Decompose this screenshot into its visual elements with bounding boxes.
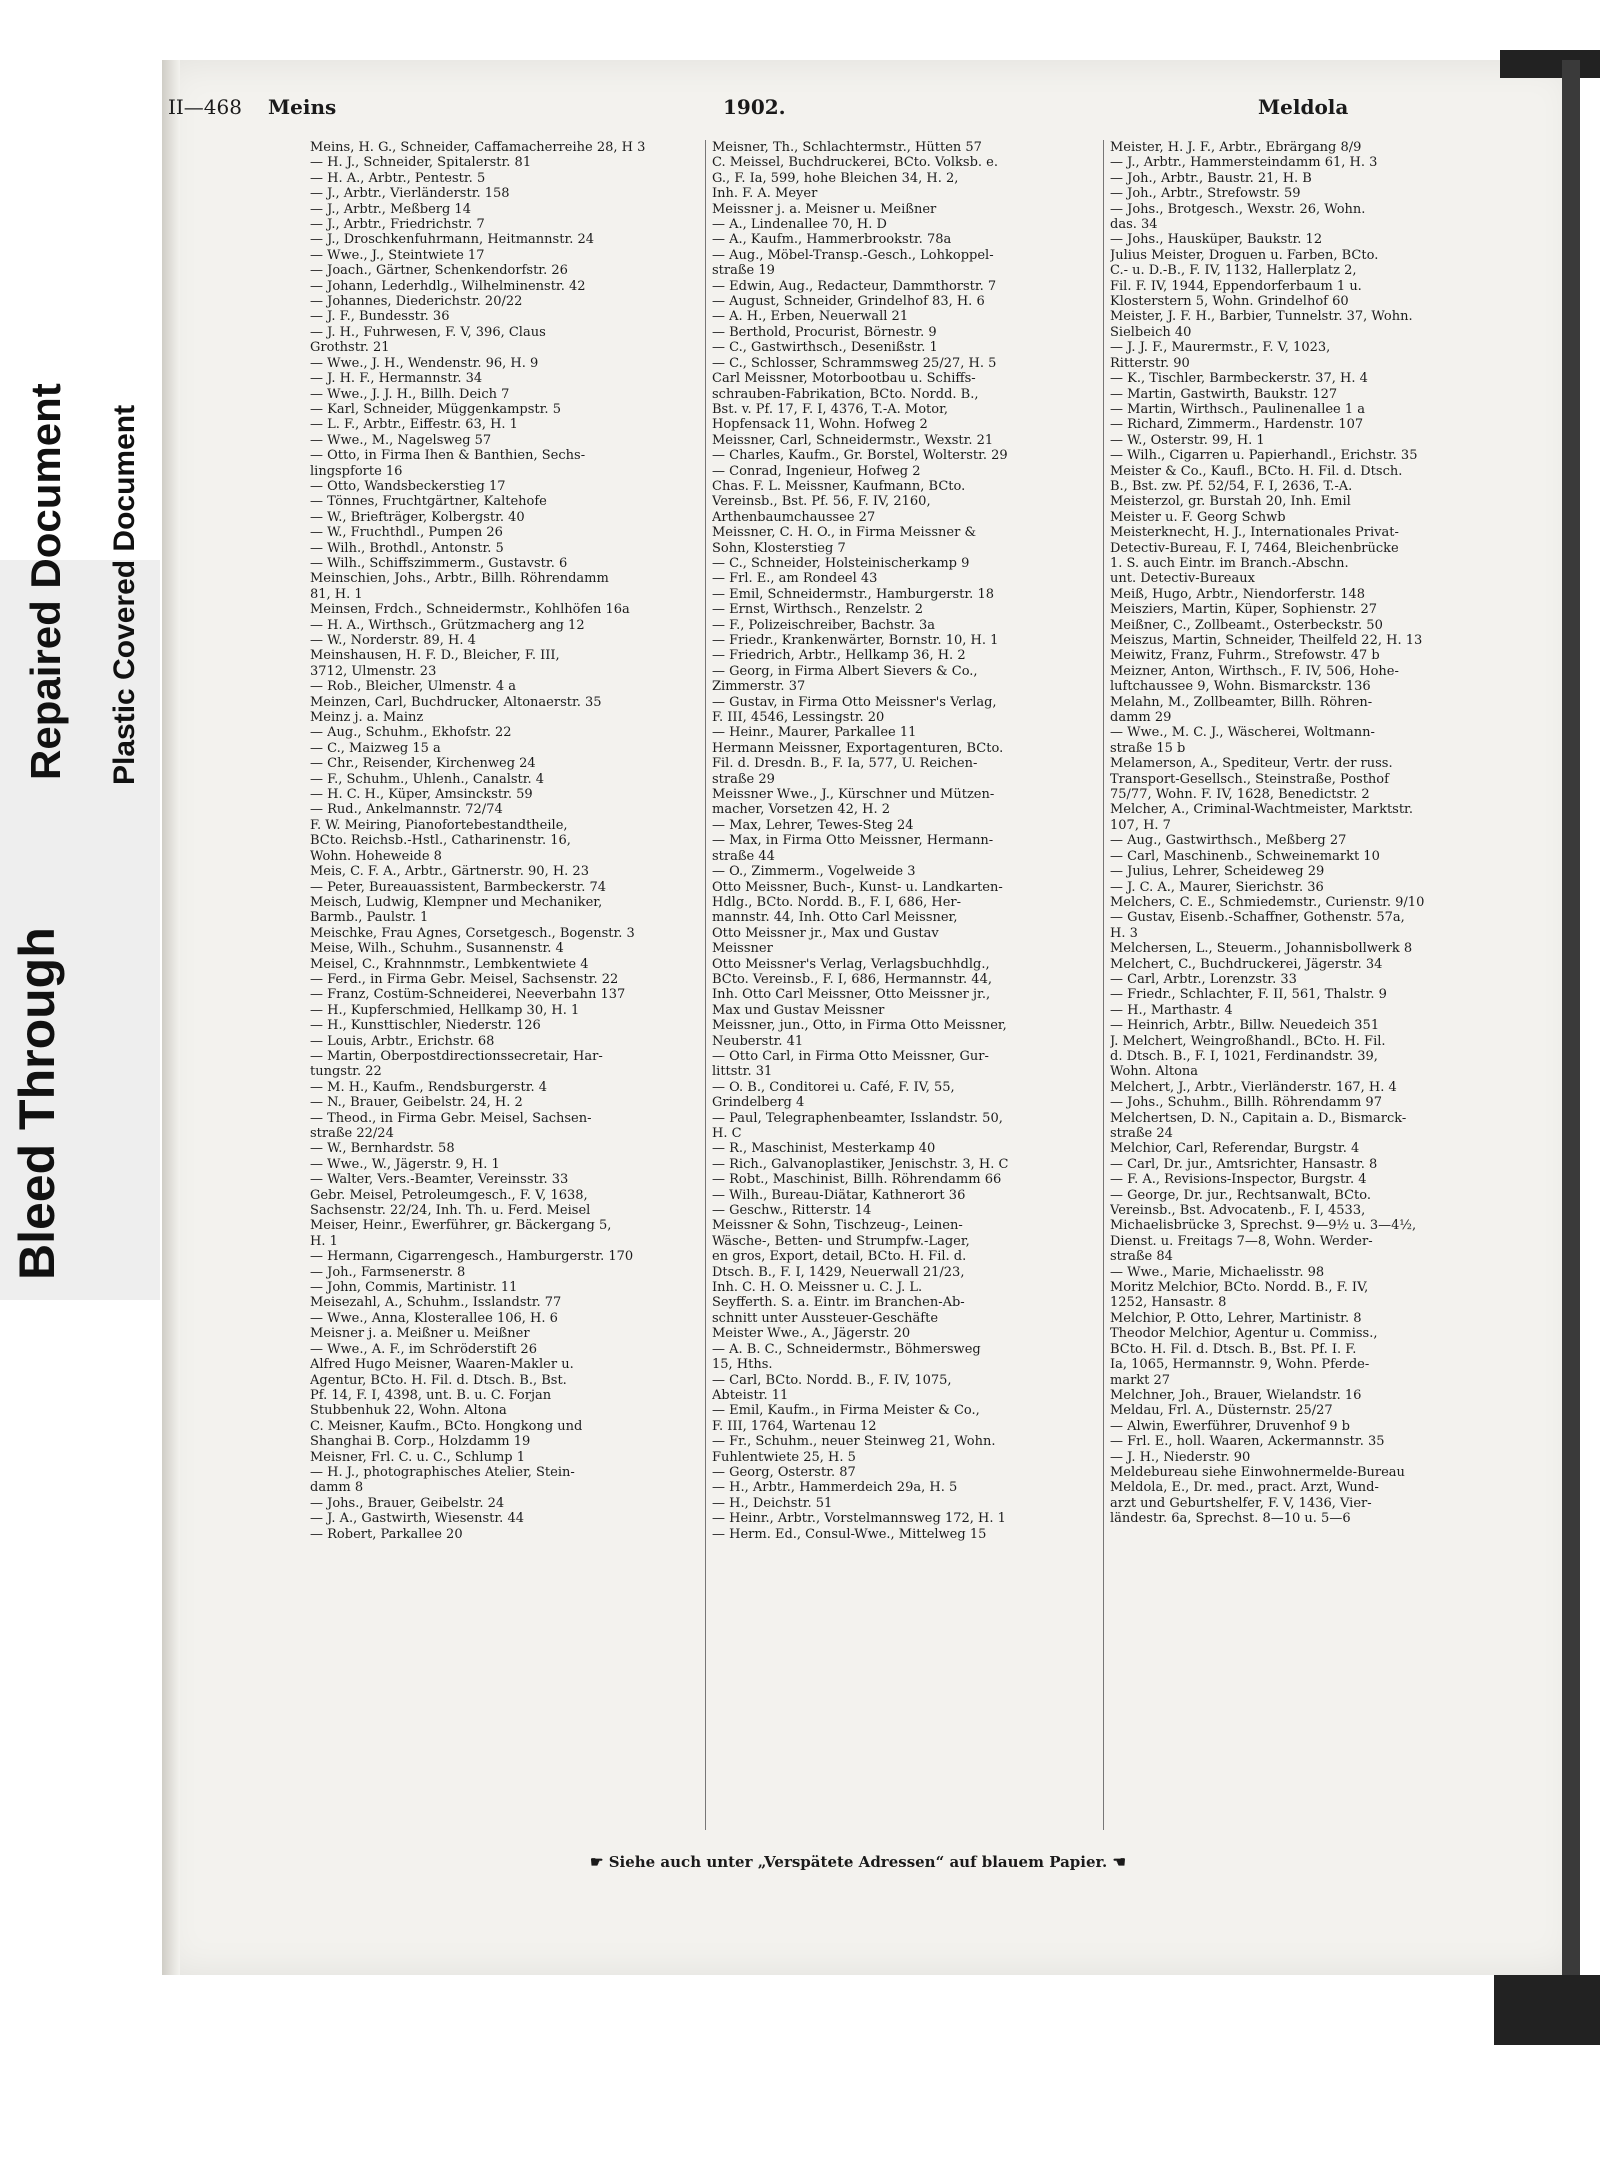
directory-entry-line: macher, Vorsetzen 42, H. 2 [712,802,891,818]
directory-entry-line: Melchersen, L., Steuerm., Johannisbollwerk 8 [1110,941,1413,957]
directory-entry-line: — Frl. E., holl. Waaren, Ackermannstr. 35 [1110,1434,1385,1450]
directory-entry-line: 81, H. 1 [310,586,363,602]
directory-entry-line: — Johs., Brauer, Geibelstr. 24 [310,1495,505,1511]
directory-entry-line: — J., Droschkenfuhrmann, Heitmannstr. 24 [310,232,595,248]
directory-entry-line: Gebr. Meisel, Petroleumgesch., F. V, 1638, [310,1187,588,1203]
directory-entry-line: — Johs., Schuhm., Billh. Röhrendamm 97 [1110,1095,1382,1111]
directory-entry-line: Max und Gustav Meissner [712,1002,885,1018]
directory-entry-line: — Friedrich, Arbtr., Hellkamp 36, H. 2 [712,648,966,664]
directory-entry-line: Meldola, E., Dr. med., pract. Arzt, Wund- [1110,1480,1379,1496]
directory-entry-line: d. Dtsch. B., F. I, 1021, Ferdinandstr. 39, [1110,1048,1378,1064]
directory-entry-line: — Rob., Bleicher, Ulmenstr. 4 a [310,679,517,695]
directory-entry-line: 3712, Ulmenstr. 23 [310,663,437,679]
directory-entry-line: — Emil, Schneidermstr., Hamburgerstr. 18 [712,586,994,602]
directory-entry-line: — J., Arbtr., Vierländerstr. 158 [310,186,510,202]
directory-entry-line: Melchior, Carl, Referendar, Burgstr. 4 [1110,1141,1360,1157]
directory-entry-line: — Ernst, Wirthsch., Renzelstr. 2 [712,602,923,618]
directory-entry-line: — M. H., Kaufm., Rendsburgerstr. 4 [310,1079,548,1095]
directory-entry-line: — O., Zimmerm., Vogelweide 3 [712,864,916,880]
column-divider [1103,140,1104,1830]
directory-entry-line: — Wwe., J. H., Wendenstr. 96, H. 9 [310,355,539,371]
directory-entry-line: — J. A., Gastwirth, Wiesenstr. 44 [310,1511,524,1527]
directory-entry-line: F. III, 1764, Wartenau 12 [712,1418,877,1434]
directory-column-1 [310,140,700,1840]
directory-entry-line: Meissner, C. H. O., in Firma Meissner & [712,525,977,541]
directory-entry-line: — George, Dr. jur., Rechtsanwalt, BCto. [1110,1187,1371,1203]
directory-entry-line: — Wwe., Marie, Michaelisstr. 98 [1110,1264,1325,1280]
directory-entry-line: Vereinsb., Bst. Advocatenb., F. I, 4533, [1110,1203,1366,1219]
directory-entry-line: Fuhlentwiete 25, H. 5 [712,1449,856,1465]
directory-entry-line: Sielbeich 40 [1110,324,1192,340]
directory-entry-line: Wohn. Altona [1110,1064,1199,1080]
directory-entry-line: — Carl, Maschinenb., Schweinemarkt 10 [1110,848,1380,864]
repaired-document-label: Repaired Document [22,383,69,780]
directory-entry-line: Meißner, C., Zollbeamt., Osterbeckstr. 50 [1110,617,1383,633]
directory-entry-line: Agentur, BCto. H. Fil. d. Dtsch. B., Bst. [310,1372,567,1388]
directory-entry-line: — L. F., Arbtr., Eiffestr. 63, H. 1 [310,417,518,433]
directory-entry-line: Melchert, C., Buchdruckerei, Jägerstr. 34 [1110,956,1383,972]
directory-entry-line: Zimmerstr. 37 [712,679,806,695]
directory-entry-line: — J. F., Bundesstr. 36 [310,309,450,325]
header-right-keyword: Meldola [1258,95,1349,119]
directory-entry-line: Melchertsen, D. N., Capitain a. D., Bismarck- [1110,1110,1407,1126]
directory-entry-line: straße 44 [712,848,775,864]
directory-entry-line: — Carl, Arbtr., Lorenzstr. 33 [1110,971,1297,987]
directory-entry-line: Meisziers, Martin, Küper, Sophienstr. 27 [1110,602,1377,618]
directory-entry-line: Meissner & Sohn, Tischzeug-, Leinen- [712,1218,963,1234]
directory-entry-line: Grothstr. 21 [310,340,390,356]
directory-entry-line: — Rud., Ankelmannstr. 72/74 [310,802,503,818]
directory-entry-line: Abteistr. 11 [712,1387,789,1403]
header-year: 1902. [723,95,786,119]
directory-entry-line: Hopfensack 11, Wohn. Hofweg 2 [712,417,928,433]
directory-entry-line: — F., Polizeischreiber, Bachstr. 3a [712,617,935,633]
directory-entry-line: — W., Briefträger, Kolbergstr. 40 [310,509,525,525]
directory-entry-line: Melchert, J., Arbtr., Vierländerstr. 167, H. 4 [1110,1079,1397,1095]
directory-entry-line: — Johs., Brotgesch., Wexstr. 26, Wohn. [1110,201,1366,217]
directory-entry-line: Meiß, Hugo, Arbtr., Niendorferstr. 148 [1110,586,1366,602]
directory-entry-line: — J. C. A., Maurer, Sierichstr. 36 [1110,879,1324,895]
directory-entry-line: Moritz Melchior, BCto. Nordd. B., F. IV, [1110,1280,1369,1296]
directory-entry-line: Seyfferth. S. a. Eintr. im Branchen-Ab- [712,1295,965,1311]
directory-entry-line: H. C [712,1126,742,1141]
directory-entry-line: — Otto, in Firma Ihen & Banthien, Sechs- [310,448,586,464]
directory-entry-line: — O. B., Conditorei u. Café, F. IV, 55, [712,1079,955,1095]
directory-entry-line: — Martin, Gastwirth, Baukstr. 127 [1110,386,1338,402]
directory-entry-line: Chas. F. L. Meissner, Kaufmann, BCto. [712,478,966,494]
directory-entry-line: — W., Fruchthdl., Pumpen 26 [310,525,503,541]
binding-shadow [162,60,180,1975]
directory-entry-line: Meister, J. F. H., Barbier, Tunnelstr. 37, Wohn. [1110,309,1413,325]
directory-entry-line: — H., Deichstr. 51 [712,1495,833,1511]
directory-entry-line: das. 34 [1110,217,1158,233]
directory-entry-line: C.- u. D.-B., F. IV, 1132, Hallerplatz 2, [1110,263,1357,279]
directory-entry-line: — Joh., Arbtr., Baustr. 21, H. B [1110,170,1312,186]
directory-entry-line: ländestr. 6a, Sprechst. 8—10 u. 5—6 [1110,1511,1351,1527]
directory-entry-line: — J., Arbtr., Hammersteindamm 61, H. 3 [1110,155,1378,171]
directory-entry-line: G., F. Ia, 599, hohe Bleichen 34, H. 2, [712,170,959,186]
directory-entry-line: Klosterstern 5, Wohn. Grindelhof 60 [1110,294,1349,310]
directory-entry-line: Melchers, C. E., Schmiedemstr., Curienstr. 9/10 [1110,894,1425,910]
directory-entry-line: 107, H. 7 [1110,817,1171,833]
directory-entry-line: Meiser, Heinr., Ewerführer, gr. Bäckergang 5, [310,1218,612,1234]
directory-entry-line: — Carl, BCto. Nordd. B., F. IV, 1075, [712,1372,952,1388]
directory-entry-line: — H. A., Arbtr., Pentestr. 5 [310,170,486,186]
directory-entry-line: — W., Norderstr. 89, H. 4 [310,633,476,648]
directory-entry-line: Ritterstr. 90 [1110,355,1190,371]
directory-entry-line: C. Meisner, Kaufm., BCto. Hongkong und [310,1418,583,1434]
directory-entry-line: Meissner Wwe., J., Kürschner und Mützen- [712,787,995,803]
directory-entry-line: markt 27 [1110,1372,1171,1388]
directory-entry-line: — Berthold, Procurist, Börnestr. 9 [712,324,937,340]
directory-entry-line: — J. H., Fuhrwesen, F. V, 396, Claus [310,324,546,340]
directory-entry-line: — Edwin, Aug., Redacteur, Dammthorstr. 7 [712,278,997,294]
directory-entry-line: Meinzen, Carl, Buchdrucker, Altonaerstr. 35 [310,694,602,710]
directory-entry-line: — Franz, Costüm-Schneiderei, Neeverbahn 137 [310,987,626,1003]
directory-entry-line: — Heinr., Maurer, Parkallee 11 [712,725,917,741]
directory-entry-line: — Gustav, in Firma Otto Meissner's Verlag, [712,694,997,710]
directory-entry-line: J. Melchert, Weingroßhandl., BCto. H. Fil. [1110,1033,1386,1049]
directory-entry-line: — H. J., photographisches Atelier, Stein- [310,1464,575,1480]
directory-entry-line: — J. H., Niederstr. 90 [1110,1449,1251,1465]
directory-entry-line: Meins, H. G., Schneider, Caffamacherreihe 28, H 3 [310,140,646,155]
directory-column-2 [712,140,1102,1840]
directory-entry-line: — J. J. F., Maurermstr., F. V, 1023, [1110,340,1331,356]
directory-entry-line: — Walter, Vers.-Beamter, Vereinsstr. 33 [310,1172,569,1188]
directory-entry-line: — H. C. H., Küper, Amsinckstr. 59 [310,787,533,803]
directory-entry-line: — Wwe., W., Jägerstr. 9, H. 1 [310,1156,500,1172]
directory-entry-line: Otto Meissner's Verlag, Verlagsbuchhdlg., [712,956,990,972]
directory-entry-line: Meinsen, Frdch., Schneidermstr., Kohlhöfen 16a [310,602,630,618]
directory-entry-line: Carl Meissner, Motorbootbau u. Schiffs- [712,371,976,387]
directory-entry-line: tungstr. 22 [310,1064,382,1080]
directory-entry-line: Meisner, Frl. C. u. C., Schlump 1 [310,1449,526,1465]
directory-entry-line: F. W. Meiring, Pianofortebestandtheile, [310,817,568,833]
directory-entry-line: — Heinrich, Arbtr., Billw. Neuedeich 351 [1110,1018,1380,1034]
directory-entry-line: — Max, in Firma Otto Meissner, Hermann- [712,833,994,849]
directory-entry-line: BCto. H. Fil. d. Dtsch. B., Bst. Pf. I. F. [1110,1341,1357,1357]
directory-entry-line: — H., Arbtr., Hammerdeich 29a, H. 5 [712,1480,958,1496]
directory-entry-line: — Max, Lehrer, Tewes-Steg 24 [712,817,914,833]
directory-entry-line: damm 8 [310,1480,364,1496]
directory-entry-line: — Carl, Dr. jur., Amtsrichter, Hansastr. 8 [1110,1156,1378,1172]
directory-entry-line: Meldau, Frl. A., Düsternstr. 25/27 [1110,1403,1333,1419]
directory-entry-line: Meister, H. J. F., Arbtr., Ebrärgang 8/9 [1110,140,1362,155]
pointing-hand-icon: ☚ [1112,1853,1126,1871]
directory-entry-line: — J., Arbtr., Meßberg 14 [310,201,471,217]
directory-entry-line: — A. B. C., Schneidermstr., Böhmersweg [712,1341,981,1357]
directory-entry-line: Fil. d. Dresdn. B., F. Ia, 577, U. Reichen- [712,756,978,772]
directory-entry-line: — Gustav, Eisenb.-Schaffner, Gothenstr. 57a, [1110,910,1405,926]
directory-entry-line: damm 29 [1110,710,1172,726]
directory-entry-line: — C., Schneider, Holsteinischerkamp 9 [712,555,970,571]
footer-note-text: Siehe auch unter „Verspätete Adressen“ auf blauem Papier. [608,1853,1108,1871]
directory-entry-line: H. 3 [1110,925,1138,941]
directory-entry-line: — August, Schneider, Grindelhof 83, H. 6 [712,294,985,310]
directory-entry-line: — Karl, Schneider, Müggenkampstr. 5 [310,401,561,417]
directory-entry-line: — Peter, Bureauassistent, Barmbeckerstr. 74 [310,879,607,895]
directory-entry-line: Meldebureau siehe Einwohnermelde-Bureau [1110,1464,1405,1480]
directory-entry-line: — N., Brauer, Geibelstr. 24, H. 2 [310,1095,523,1111]
directory-entry-line: Meissner j. a. Meisner u. Meißner [712,201,937,217]
directory-entry-line: — Geschw., Ritterstr. 14 [712,1203,872,1219]
directory-entry-line: — Wwe., A. F., im Schröderstift 26 [310,1341,537,1357]
directory-entry-line: — Frl. E., am Rondeel 43 [712,571,878,587]
directory-entry-line: Meiszus, Martin, Schneider, Theilfeld 22, H. 13 [1110,633,1423,648]
directory-entry-line: Shanghai B. Corp., Holzdamm 19 [310,1434,531,1450]
directory-entry-line: straße 15 b [1110,740,1186,756]
directory-entry-line: — H., Kunsttischler, Niederstr. 126 [310,1018,541,1034]
directory-entry-line: Meissner, Carl, Schneidermstr., Wexstr. 21 [712,432,994,448]
directory-entry-line: schnitt unter Aussteuer-Geschäfte [712,1310,939,1326]
directory-entry-line: Meise, Wilh., Schuhm., Susannenstr. 4 [310,941,564,957]
directory-column-3 [1110,140,1500,1840]
directory-entry-line: — Aug., Möbel-Transp.-Gesch., Lohkoppel- [712,247,994,263]
directory-entry-line: — Chr., Reisender, Kirchenweg 24 [310,756,536,772]
directory-entry-line: Hermann Meissner, Exportagenturen, BCto. [712,740,1004,756]
directory-entry-line: Meischke, Frau Agnes, Corsetgesch., Bogenstr. 3 [310,925,635,941]
directory-entry-line: — C., Gastwirthsch., Desenißstr. 1 [712,340,938,356]
directory-entry-line: — J., Arbtr., Friedrichstr. 7 [310,217,485,233]
directory-entry-line: schrauben-Fabrikation, BCto. Nordd. B., [712,386,979,402]
directory-entry-line: — A. H., Erben, Neuerwall 21 [712,309,909,325]
directory-entry-line: unt. Detectiv-Bureaux [1110,571,1255,587]
directory-entry-line: — Wilh., Cigarren u. Papierhandl., Erichstr. 35 [1110,448,1418,464]
directory-entry-line: — C., Maizweg 15 a [310,740,441,756]
directory-entry-line: — J. H. F., Hermannstr. 34 [310,371,483,387]
directory-entry-line: Stubbenhuk 22, Wohn. Altona [310,1403,507,1419]
directory-entry-line: — Hermann, Cigarrengesch., Hamburgerstr. 170 [310,1249,634,1265]
directory-entry-line: Arthenbaumchaussee 27 [712,509,876,525]
directory-entry-line: Barmb., Paulstr. 1 [310,910,429,926]
scan-corner-bottom-right [1494,1975,1600,2045]
directory-entry-line: — F., Schuhm., Uhlenh., Canalstr. 4 [310,771,545,787]
directory-entry-line: — W., Bernhardstr. 58 [310,1141,455,1157]
directory-entry-line: Melahn, M., Zollbeamter, Billh. Röhren- [1110,694,1373,710]
directory-entry-line: Melamerson, A., Spediteur, Vertr. der russ. [1110,756,1393,772]
directory-entry-line: — F. A., Revisions-Inspector, Burgstr. 4 [1110,1172,1367,1188]
directory-entry-line: — Joh., Farmsenerstr. 8 [310,1264,466,1280]
directory-entry-line: straße 22/24 [310,1126,394,1141]
directory-entry-line: — Johannes, Diederichstr. 20/22 [310,294,523,310]
directory-entry-line: — Otto Carl, in Firma Otto Meissner, Gur- [712,1048,989,1064]
directory-entry-line: Meisner j. a. Meißner u. Meißner [310,1326,530,1342]
directory-entry-line: Meinschien, Johs., Arbtr., Billh. Röhrendamm [310,571,609,587]
directory-entry-line: — Herm. Ed., Consul-Wwe., Mittelweg 15 [712,1526,987,1542]
directory-entry-line: Julius Meister, Droguen u. Farben, BCto. [1110,247,1379,263]
directory-entry-line: — Robt., Maschinist, Billh. Röhrendamm 66 [712,1172,1002,1188]
directory-entry-line: — H., Marthastr. 4 [1110,1002,1233,1018]
directory-entry-line: — Richard, Zimmerm., Hardenstr. 107 [1110,417,1364,433]
directory-entry-line: — Friedr., Schlachter, F. II, 561, Thalstr. 9 [1110,987,1387,1003]
directory-entry-line: — Wwe., J. J. H., Billh. Deich 7 [310,386,510,402]
directory-entry-line: Inh. C. H. O. Meissner u. C. J. L. [712,1280,923,1296]
directory-entry-line: — Conrad, Ingenieur, Hofweg 2 [712,463,921,479]
directory-entry-line: — Theod., in Firma Gebr. Meisel, Sachsen- [310,1110,592,1126]
directory-entry-line: Vereinsb., Bst. Pf. 56, F. IV, 2160, [712,494,931,510]
directory-entry-line: — John, Commis, Martinistr. 11 [310,1280,518,1296]
scan-edge-strip [1562,60,1580,1990]
directory-entry-line: Meinz j. a. Mainz [310,710,424,726]
page-header [168,95,1398,135]
directory-entry-line: Meisel, C., Krahnnmstr., Lembkentwiete 4 [310,956,589,972]
directory-entry-line: — Martin, Oberpostdirectionssecretair, Har- [310,1048,603,1064]
directory-entry-line: Transport-Gesellsch., Steinstraße, Posthof [1110,771,1389,787]
directory-entry-line: — Rich., Galvanoplastiker, Jenischstr. 3, H. C [712,1156,1009,1172]
directory-entry-line: Meissner, jun., Otto, in Firma Otto Meissner, [712,1018,1007,1034]
directory-entry-line: Meiwitz, Franz, Fuhrm., Strefowstr. 47 b [1110,648,1380,664]
directory-entry-line: Sachsenstr. 22/24, Inh. Th. u. Ferd. Meisel [310,1203,591,1219]
directory-entry-line: — W., Osterstr. 99, H. 1 [1110,432,1265,448]
page-number: II—468 [168,95,242,119]
directory-entry-line: — C., Schlosser, Schrammsweg 25/27, H. 5 [712,355,997,371]
directory-entry-line: — H. A., Wirthsch., Grützmacherg ang 12 [310,617,585,633]
directory-entry-line: — Louis, Arbtr., Erichstr. 68 [310,1033,495,1049]
directory-entry-line: straße 84 [1110,1249,1173,1265]
directory-entry-line: Alfred Hugo Meisner, Waaren-Makler u. [310,1357,574,1373]
directory-entry-line: Bst. v. Pf. 17, F. I, 4376, T.-A. Motor, [712,401,948,417]
directory-entry-line: — H., Kupferschmied, Hellkamp 30, H. 1 [310,1002,580,1018]
directory-entry-line: — Martin, Wirthsch., Paulinenallee 1 a [1110,401,1366,417]
directory-entry-line: BCto. Vereinsb., F. I, 686, Hermannstr. 44, [712,971,992,987]
directory-entry-line: Fil. F. IV, 1944, Eppendorferbaum 1 u. [1110,278,1362,294]
footer-note [590,1853,1190,1871]
directory-entry-line: 1252, Hansastr. 8 [1110,1295,1227,1311]
directory-entry-line: — Wilh., Brothdl., Antonstr. 5 [310,540,504,556]
directory-entry-line: Otto Meissner jr., Max und Gustav [712,925,939,941]
directory-entry-line: Melchior, P. Otto, Lehrer, Martinistr. 8 [1110,1310,1362,1326]
directory-entry-line: 1. S. auch Eintr. im Branch.-Abschn. [1110,555,1349,571]
directory-entry-line: — Fr., Schuhm., neuer Steinweg 21, Wohn. [712,1434,996,1450]
directory-entry-line: — Joh., Arbtr., Strefowstr. 59 [1110,186,1301,202]
directory-entry-line: — Wwe., J., Steintwiete 17 [310,247,485,263]
directory-entry-line: Melcher, A., Criminal-Wachtmeister, Marktstr. [1110,802,1413,818]
directory-entry-line: Meister u. F. Georg Schwb [1110,509,1286,525]
directory-entry-line: C. Meissel, Buchdruckerei, BCto. Volksb. e. [712,155,999,171]
directory-entry-line: Meisterknecht, H. J., Internationales Privat- [1110,525,1399,541]
pointing-hand-icon: ☛ [590,1853,604,1871]
directory-entry-line: 15, Hths. [712,1357,773,1373]
directory-entry-line: Theodor Melchior, Agentur u. Commiss., [1110,1326,1378,1342]
directory-entry-line: — Charles, Kaufm., Gr. Borstel, Wolterstr. 29 [712,448,1008,464]
directory-entry-line: — Alwin, Ewerführer, Druvenhof 9 b [1110,1418,1350,1434]
directory-entry-line: Meis, C. F. A., Arbtr., Gärtnerstr. 90, H. 23 [310,864,589,880]
directory-entry-line: BCto. Reichsb.-Hstl., Catharinenstr. 16, [310,833,571,849]
directory-entry-line: Meister Wwe., A., Jägerstr. 20 [712,1326,911,1342]
directory-entry-line: Michaelisbrücke 3, Sprechst. 9—9½ u. 3—4½, [1110,1218,1417,1234]
header-left-keyword: Meins [268,95,337,119]
directory-entry-line: — Tönnes, Fruchtgärtner, Kaltehofe [310,494,547,510]
directory-entry-line: — Johs., Hausküper, Baukstr. 12 [1110,232,1323,248]
directory-entry-line: Inh. F. A. Meyer [712,186,818,202]
directory-entry-line: — R., Maschinist, Mesterkamp 40 [712,1141,936,1157]
directory-entry-line: — Wilh., Schiffszimmerm., Gustavstr. 6 [310,555,568,571]
directory-entry-line: — Otto, Wandsbeckerstieg 17 [310,478,506,494]
directory-entry-line: — Joach., Gärtner, Schenkendorfstr. 26 [310,263,568,279]
directory-entry-line: — Georg, Osterstr. 87 [712,1464,856,1480]
directory-entry-line: straße 24 [1110,1126,1173,1141]
directory-entry-line: Dienst. u. Freitags 7—8, Wohn. Werder- [1110,1233,1373,1249]
directory-entry-line: Melchner, Joh., Brauer, Wielandstr. 16 [1110,1387,1362,1403]
directory-entry-line: — Wwe., M., Nagelsweg 57 [310,432,492,448]
directory-entry-line: — Ferd., in Firma Gebr. Meisel, Sachsenstr. 22 [310,971,619,987]
bleed-through-label: Bleed Through [9,927,65,1280]
directory-entry-line: — Robert, Parkallee 20 [310,1526,463,1542]
directory-entry-line: Wohn. Hoheweide 8 [310,848,442,864]
directory-entry-line: Otto Meissner, Buch-, Kunst- u. Landkarten- [712,879,1003,895]
directory-entry-line: Meinshausen, H. F. D., Bleicher, F. III, [310,648,560,664]
directory-entry-line: Sohn, Klosterstieg 7 [712,540,846,556]
directory-entry-line: Detectiv-Bureau, F. I, 7464, Bleichenbrücke [1110,540,1399,556]
directory-entry-line: arzt und Geburtshelfer, F. V, 1436, Vier- [1110,1495,1372,1511]
directory-entry-line: — Aug., Gastwirthsch., Meßberg 27 [1110,833,1347,849]
directory-entry-line: 75/77, Wohn. F. IV, 1628, Benedictstr. 2 [1110,787,1370,803]
directory-entry-line: — Julius, Lehrer, Scheideweg 29 [1110,864,1325,880]
directory-entry-line: straße 29 [712,771,775,787]
directory-entry-line: — Johann, Lederhdlg., Wilhelminenstr. 42 [310,278,586,294]
directory-entry-line: Meisterzol, gr. Burstah 20, Inh. Emil [1110,494,1351,510]
directory-entry-line: Meizner, Anton, Wirthsch., F. IV, 506, Hohe- [1110,663,1399,679]
plastic-covered-label: Plastic Covered Document [108,404,141,785]
directory-entry-line: — Aug., Schuhm., Ekhofstr. 22 [310,725,512,741]
directory-entry-line: — Friedr., Krankenwärter, Bornstr. 10, H. 1 [712,633,999,648]
directory-entry-line: straße 19 [712,263,775,279]
directory-entry-line: — A., Kaufm., Hammerbrookstr. 78a [712,232,952,248]
directory-entry-line: — Wwe., Anna, Klosterallee 106, H. 6 [310,1310,558,1326]
directory-entry-line: — Paul, Telegraphenbeamter, Isslandstr. 50, [712,1110,1003,1126]
directory-entry-line: Grindelberg 4 [712,1095,805,1111]
directory-entry-line: Inh. Otto Carl Meissner, Otto Meissner jr., [712,987,991,1003]
directory-entry-line: Ia, 1065, Hermannstr. 9, Wohn. Pferde- [1110,1357,1370,1373]
directory-entry-line: Meisezahl, A., Schuhm., Isslandstr. 77 [310,1295,562,1311]
directory-entry-line: Meissner [712,941,773,957]
directory-entry-line: littstr. 31 [712,1064,773,1080]
directory-entry-line: Neuberstr. 41 [712,1033,804,1049]
directory-entry-line: — H. J., Schneider, Spitalerstr. 81 [310,155,532,171]
directory-entry-line: F. III, 4546, Lessingstr. 20 [712,710,885,726]
directory-entry-line: Meisner, Th., Schlachtermstr., Hütten 57 [712,140,982,155]
directory-entry-line: — Wwe., M. C. J., Wäscherei, Woltmann- [1110,725,1375,741]
directory-entry-line: Hdlg., BCto. Nordd. B., F. I, 686, Her- [712,894,962,910]
directory-entry-line: Meister & Co., Kaufl., BCto. H. Fil. d. Dtsch. [1110,463,1403,479]
directory-entry-line: Wäsche-, Betten- und Strumpfw.-Lager, [712,1233,970,1249]
directory-entry-line: — Wilh., Bureau-Diätar, Kathnerort 36 [712,1187,966,1203]
directory-entry-line: B., Bst. zw. Pf. 52/54, F. I, 2636, T.-A. [1110,478,1353,494]
directory-entry-line: luftchaussee 9, Wohn. Bismarckstr. 136 [1110,679,1371,695]
directory-entry-line: en gros, Export, detail, BCto. H. Fil. d. [712,1249,967,1265]
directory-entry-line: — Georg, in Firma Albert Sievers & Co., [712,663,978,679]
directory-entry-line: — Heinr., Arbtr., Vorstelmannsweg 172, H. 1 [712,1511,1006,1527]
directory-entry-line: mannstr. 44, Inh. Otto Carl Meissner, [712,910,958,926]
directory-entry-line: lingspforte 16 [310,463,403,479]
scan-corner-top-right [1500,50,1600,78]
directory-entry-line: H. 1 [310,1233,338,1249]
directory-entry-line: Meisch, Ludwig, Klempner und Mechaniker, [310,894,603,910]
directory-entry-line: — K., Tischler, Barmbeckerstr. 37, H. 4 [1110,371,1368,387]
directory-entry-line: — A., Lindenallee 70, H. D [712,217,887,233]
directory-entry-line: Pf. 14, F. I, 4398, unt. B. u. C. Forjan [310,1387,552,1403]
directory-entry-line: Dtsch. B., F. I, 1429, Neuerwall 21/23, [712,1264,965,1280]
directory-entry-line: — Emil, Kaufm., in Firma Meister & Co., [712,1403,980,1419]
column-divider [705,140,706,1830]
